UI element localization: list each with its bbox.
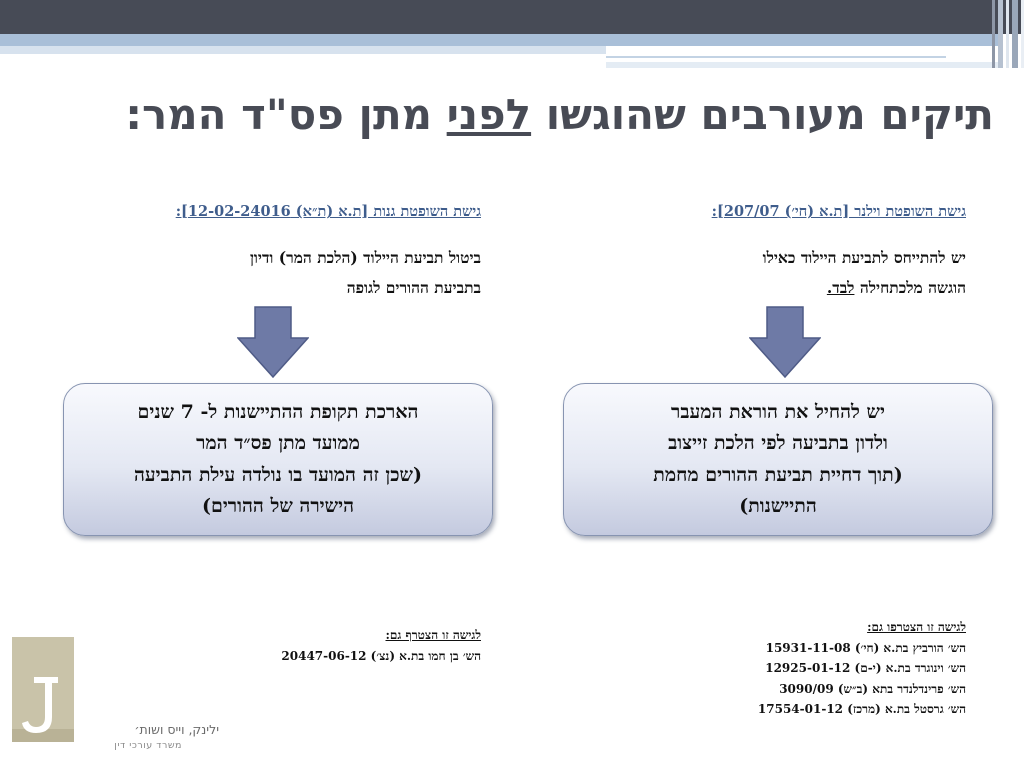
left-box-line-2: ממועד מתן פס״ד המר [196,432,360,454]
left-note-line-1: הש׳ בן חמו בת.א (נצ׳) 20447-06-12 [281,648,481,663]
left-joined-judges-note [281,625,481,666]
right-note-line-4: הש׳ גרסטל בת.א (מרכז) 17554-01-12 [757,702,966,716]
right-body-line-2 [606,273,966,303]
down-arrow-icon [237,306,309,378]
right-note-heading: לגישה זו הצטרפו גם: [867,620,966,634]
right-box-line-2: ולדון בתביעה לפי הלכת זייצוב [668,432,888,454]
left-body-line-1: ביטול תביעת היילוד (הלכת המר) ודיון [249,248,481,267]
header-accent-band [0,34,1000,46]
right-column-heading: גישת השופטת וילנר [ת.א (חי׳) 207/07]: [711,203,966,220]
right-note-line-3: הש׳ פרינדלנדר בתא (ב״ש) 3090/09 [779,681,966,696]
right-body-line-2-text: הוגשה מלכתחילה [854,278,966,297]
left-box-line-3: (שכן זה המועד בו נולדה עילת התביעה [134,463,422,486]
right-box-line-1: יש להחיל את הוראת המעבר [671,400,885,423]
header-accent-band-pale [606,62,1000,68]
right-note-line-1: הש׳ הורביץ בת.א (חי׳) 15931-11-08 [765,640,966,655]
header-stripes [984,0,1024,68]
right-box-line-4: התיישנות) [739,495,817,517]
title-underlined-word: לפני [446,90,532,139]
firm-name: ילינק, וייס ושות׳ [134,722,219,737]
left-conclusion-box [63,383,493,536]
right-conclusion-box [563,383,993,536]
title-part-2: מתן פס"ד המר: [125,90,447,139]
left-note-heading: לגישה זו הצטרף גם: [385,628,481,642]
right-joined-judges-note [758,617,966,720]
header-accent-band-light [0,46,606,54]
down-arrow-icon [749,306,821,378]
firm-logo-j-icon [12,637,74,742]
right-note-line-2: הש׳ וינוגרד בת.א (י-ם) 12925-01-12 [765,661,966,675]
right-body-underlined-word: לבד. [826,278,855,297]
header-accent-line [606,56,946,58]
left-box-line-1: הארכת תקופת ההתיישנות ל- 7 שנים [137,400,419,423]
firm-subtitle: משרד עורכי דין [114,740,182,751]
top-header-bar [0,0,1024,34]
right-box-line-3: (תוך דחיית תביעת ההורים מחמת [653,463,903,486]
slide-title [34,90,994,139]
right-body-line-1: יש להתייחס לתביעת היילוד כאילו [762,248,966,267]
left-box-line-4: הישירה של ההורים) [201,495,355,517]
left-column-heading: גישת השופטת גנות [ת.א (ת״א) 12-02-24016]: [175,203,481,220]
right-column-body [606,243,966,303]
left-body-line-2: בתביעת ההורים לגופה [346,278,481,297]
left-column-body [101,243,481,303]
title-part-1: תיקים מעורבים שהוגשו [531,90,994,139]
